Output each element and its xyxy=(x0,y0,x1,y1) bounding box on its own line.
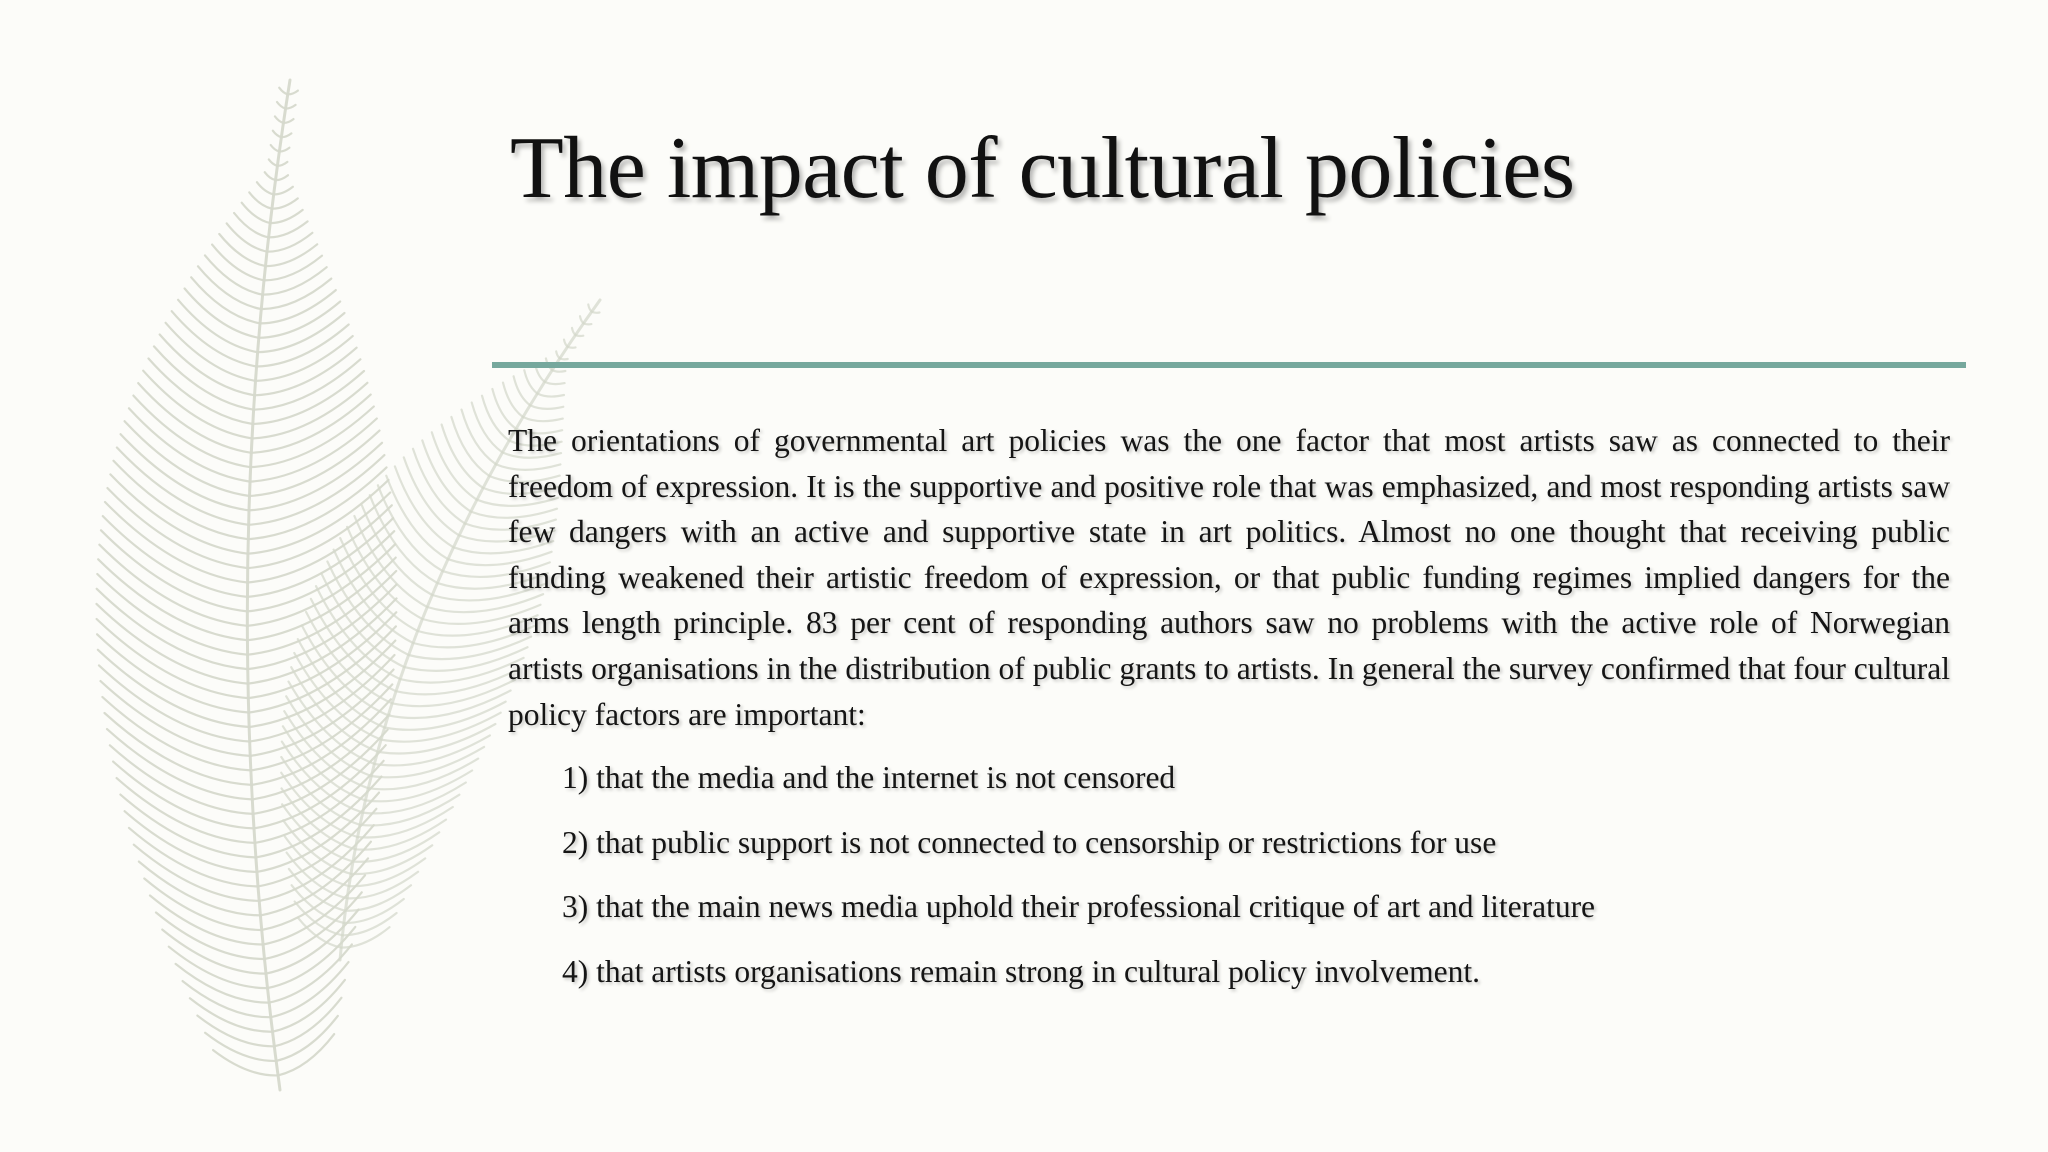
factor-item-3: 3) that the main news media uphold their professional critique of art and literature xyxy=(562,889,1596,925)
slide-body xyxy=(508,418,1950,1013)
title-divider xyxy=(492,362,1966,368)
factor-item-2: 2) that public support is not connected to censorship or restrictions for use xyxy=(562,824,1497,860)
factor-item-4: 4) that artists organisations remain strong in cultural policy involvement. xyxy=(562,953,1480,989)
intro-paragraph: The orientations of governmental art policies was the one factor that most artists saw as connected to their freedom of expression. It is the supportive and positive role that was emphasized, and most responding artists saw few dangers with an active and supportive state in art politics. Almost no one thought that receiving public funding weakened their artistic freedom of expression, or that public funding regimes implied dangers for the arms length principle. 83 per cent of responding authors saw no problems with the active role of Norwegian artists organisations in the distribution of public grants to artists. In general the survey confirmed that four cultural policy factors are important: xyxy=(508,423,1950,732)
slide-title: The impact of cultural policies xyxy=(510,120,1575,217)
factor-item-1: 1) that the media and the internet is not censored xyxy=(562,760,1176,796)
factor-list xyxy=(562,755,1950,995)
